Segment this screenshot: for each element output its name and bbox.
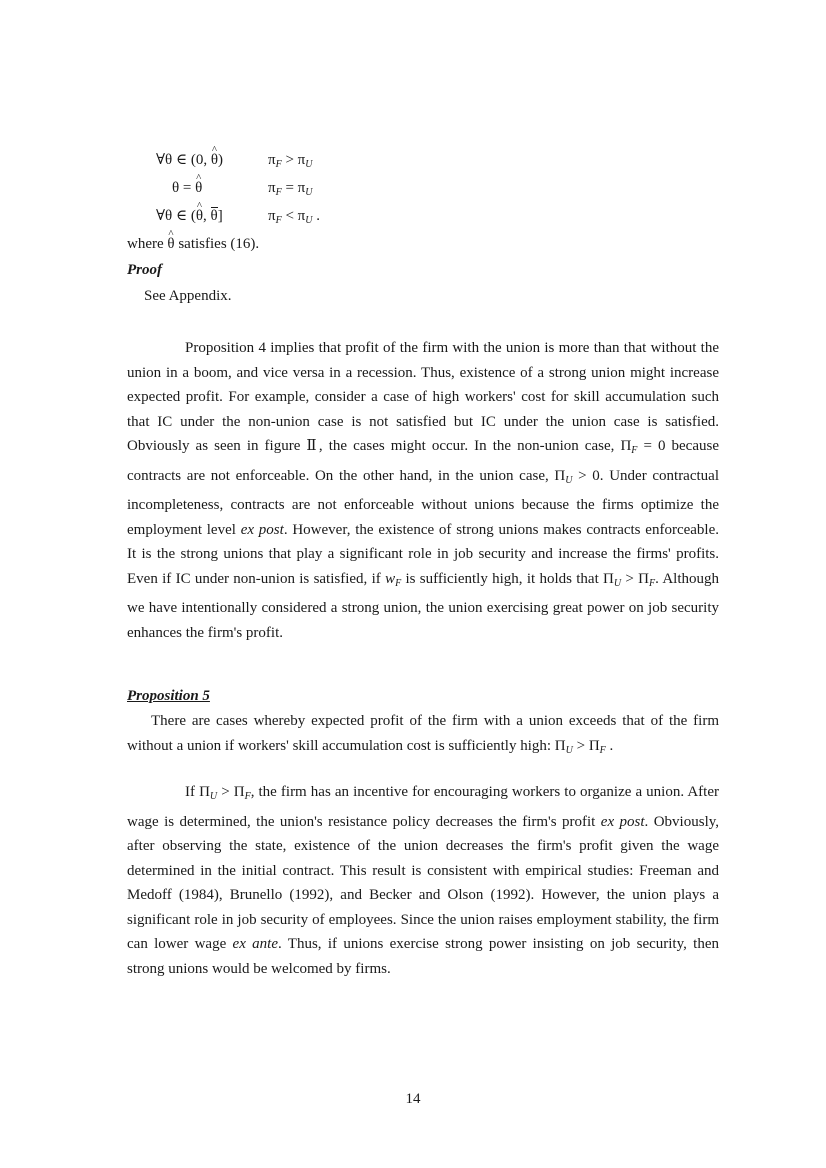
text: . Under contractual incompleteness, contracts are not enforceable without unions because the firms optimize the employment level — [127, 467, 719, 538]
text: . Thus, if unions exercise strong power insisting on job security, then strong unions would be welcomed by firms. — [127, 936, 720, 977]
subscript: U — [613, 577, 622, 589]
relation: > π — [281, 152, 306, 168]
relation: = 0 — [637, 438, 666, 454]
subscript: U — [305, 215, 313, 226]
relation: < π — [281, 208, 306, 224]
where-line — [127, 232, 259, 257]
subscript: U — [305, 187, 313, 198]
theta-hat: ^ θ — [195, 176, 202, 201]
proposition-5-statement — [127, 709, 719, 763]
subscript: F — [649, 577, 656, 589]
subscript: F — [275, 187, 282, 198]
proof-heading: Proof — [127, 262, 162, 278]
condition-text: ∀θ ∈ ( — [156, 208, 196, 224]
see-appendix: See Appendix. — [144, 288, 232, 304]
pi-symbol: Π — [554, 737, 566, 754]
text: . However, the existence of strong unions makes contracts enforceable. It is the strong unions that play a significant role in job security and increase the firms' profits. Even if IC under non-union is satisfied, if — [127, 521, 719, 587]
condition-text: ] — [217, 208, 223, 224]
paragraph-1 — [127, 336, 719, 645]
pi-symbol: Π — [620, 438, 632, 454]
math-pi-u — [554, 468, 599, 484]
condition-text: , — [203, 208, 211, 224]
condition-2-rhs — [268, 176, 312, 206]
text: because contracts are not enforceable. On the other hand, in the union case, — [127, 438, 719, 484]
relation: > 0 — [572, 467, 600, 484]
text: is sufficiently high, it holds that — [401, 570, 604, 587]
condition-text: ∀θ ∈ (0, — [156, 152, 211, 168]
where-text: satisfies (16). — [174, 236, 260, 252]
condition-text: ) — [218, 152, 224, 168]
pi-symbol: π — [268, 208, 276, 224]
relation: > Π — [621, 570, 650, 587]
text: . Although we have intentionally considered a strong union, the union exercising great power on job security enhances the firm's profit. — [127, 570, 720, 641]
math-inequality — [199, 784, 251, 800]
math-inequality — [603, 571, 655, 587]
subscript: U — [209, 791, 218, 802]
proposition-5-heading: Proposition 5 — [127, 688, 210, 704]
paragraph-2 — [127, 780, 719, 981]
text: There are cases whereby expected profit of the firm with a union exceeds that of the firm without a union if workers' skill accumulation cost is sufficiently high: — [127, 713, 719, 754]
text: , the firm has an incentive for encouraging workers to organize a union. After wage is determined, the union's resistance policy decreases the firm's profit — [127, 784, 719, 830]
math-pi-f — [620, 438, 665, 454]
emphasis: ex ante — [232, 936, 278, 952]
relation: > Π — [217, 784, 245, 800]
relation: > Π — [572, 737, 600, 754]
pi-symbol: Π — [554, 467, 566, 484]
theta-hat: ^ θ — [211, 148, 218, 173]
pi-symbol: Π — [603, 570, 614, 587]
pi-symbol: π — [268, 180, 276, 196]
subscript: F — [275, 215, 282, 226]
subscript: F — [395, 577, 402, 589]
condition-3-rhs — [268, 204, 320, 234]
subscript: F — [244, 791, 251, 802]
subscript: F — [275, 159, 282, 170]
subscript: U — [565, 744, 573, 756]
condition-text: θ = — [172, 180, 196, 196]
math-inequality — [555, 738, 613, 754]
theta-hat: ^ θ — [196, 204, 203, 229]
condition-1-lhs — [156, 148, 223, 173]
page-number: 14 — [405, 1091, 421, 1107]
text: Proposition 4 implies that profit of the firm with the union is more than that without the union in a boom, and vice versa in a recession. Thus, existence of a strong union might increase expected profit. For example, consider a case of high workers' cost for skill accumulation such that IC under the non-union case is not satisfied but IC under the union case is satisfied. Obviously as seen in figure Ⅱ, the cases might occur. In the non-union case, — [127, 340, 719, 454]
pi-symbol: π — [268, 152, 276, 168]
text: . Obviously, after observing the state, existence of the union decreases the firm's profit given the wage determined in the initial contract. This result is consistent with empirical studies: Freeman and Medoff (1984), Brunello (1992), and Becker and Olson (1992). However, the union plays a significant role in job security of employees. Since the union raises employment stability, the firm can lower wage — [127, 813, 720, 952]
pi-symbol: Π — [199, 784, 210, 800]
emphasis: ex post — [600, 813, 645, 830]
math-w-f — [385, 571, 401, 587]
condition-1-rhs — [268, 148, 312, 178]
theta-hat: ^ θ — [167, 232, 174, 257]
emphasis: ex post — [240, 521, 284, 538]
condition-3-lhs — [156, 204, 223, 229]
condition-text: . — [312, 208, 320, 224]
theta-bar: θ — [211, 204, 218, 229]
text: . — [605, 737, 614, 754]
where-text: where — [127, 236, 168, 252]
subscript: F — [599, 744, 606, 756]
subscript: F — [631, 445, 638, 456]
relation: = π — [281, 180, 306, 196]
subscript: U — [305, 159, 313, 170]
subscript: U — [565, 474, 573, 486]
w-symbol: w — [385, 570, 396, 587]
text: If — [185, 784, 200, 800]
